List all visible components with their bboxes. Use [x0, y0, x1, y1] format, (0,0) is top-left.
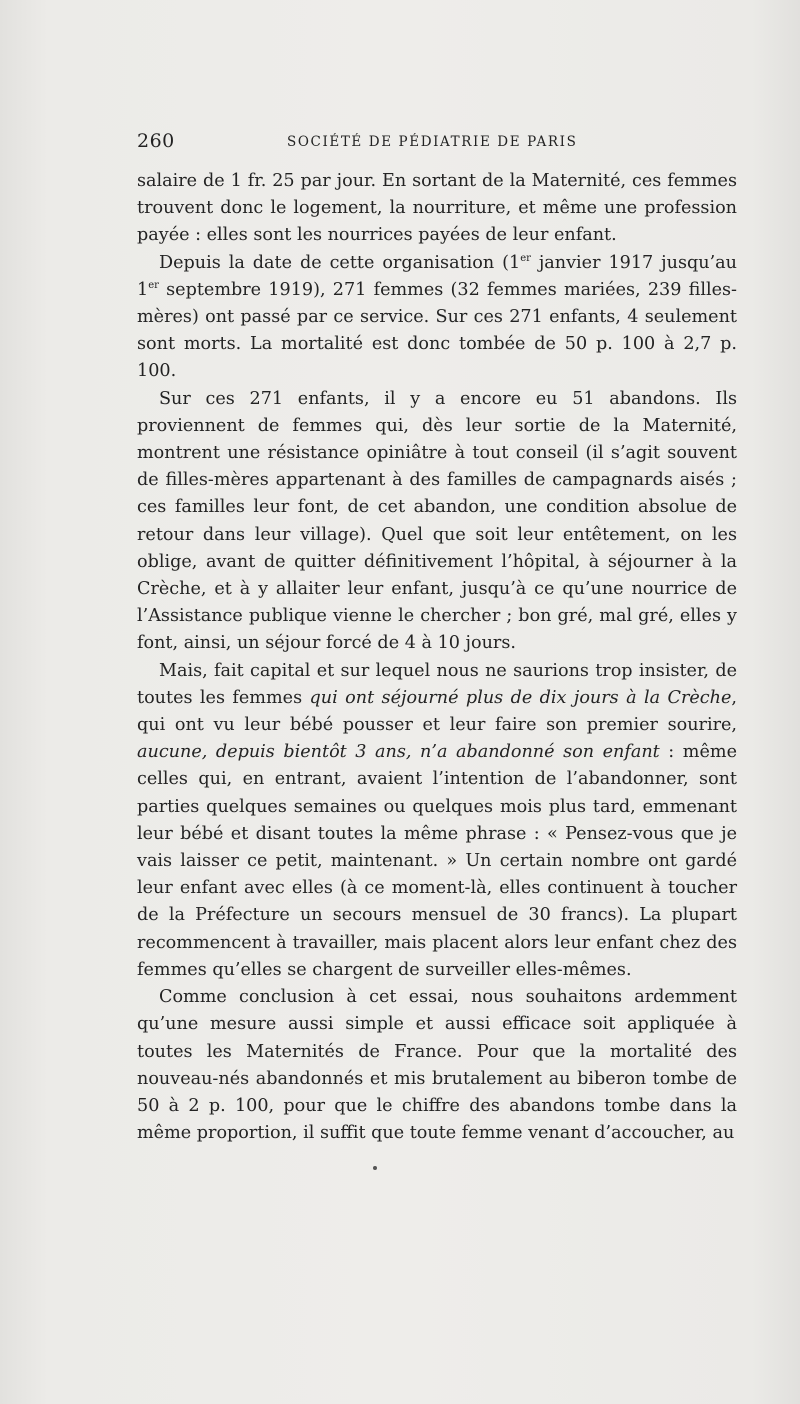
italic-text: aucune, depuis bientôt 3 ans, n’a abandonné son enfant [137, 742, 660, 763]
text-segment: salaire de 1 fr. 25 par jour. En sortant de la Maternité, ces femmes trouvent donc le logement, la nourriture, et même une profession payée : elles sont les nourrices payées de leur enfant. [137, 171, 737, 246]
page-number: 260 [137, 130, 175, 152]
text-segment: , qui ont vu leur bébé pousser et leur faire son premier sourire, [137, 687, 737, 736]
text-segment: Mais, fait capital et sur lequel nous ne saurions trop insister, de toutes les femmes [137, 660, 737, 708]
superscript: er [520, 252, 531, 264]
text-segment: janvier 1917 jusqu’au 1 [137, 252, 737, 300]
paragraph [137, 168, 737, 250]
paragraph [137, 386, 737, 658]
body-text [137, 168, 737, 1147]
text-segment: Comme conclusion à cet essai, nous souhaitons ardemment qu’une mesure aussi simple et aussi efficace soit appliquée à toutes les Maternités de France. Pour que la mortalité des nouveau-nés abandonnés et mis brutalement au biberon tombe de 50 à 2 p. 100, pour que le chiffre des abandons tombe dans la même proportion, il suffit que toute femme venant d’accoucher, au [137, 987, 737, 1144]
superscript: er [148, 279, 159, 291]
paragraph [137, 658, 737, 984]
running-title: SOCIÉTÉ DE PÉDIATRIE DE PARIS [287, 134, 578, 150]
text-segment: septembre 1919), 271 femmes (32 femmes mariées, 239 filles-mères) ont passé par ce service. Sur ces 271 enfants, 4 seulement sont morts. La mortalité est donc tombée de 50 p. 100 à 2,7 p. 100. [137, 279, 737, 382]
page-header [137, 130, 737, 158]
paragraph [137, 984, 737, 1147]
text-segment: Sur ces 271 enfants, il y a encore eu 51 abandons. Ils proviennent de femmes qui, dès leur sortie de la Maternité, montrent une résistance opiniâtre à tout conseil (il s’agit souvent de filles-mères appartenant à des familles de campagnards aisés ; ces familles leur font, de cet abandon, une condition absolue de retour dans leur village). Quel que soit leur entêtement, on les oblige, avant de quitter définitivement l’hôpital, à séjourner à la Crèche, et à y allaiter leur enfant, jusqu’à ce qu’une nourrice de l’Assistance publique vienne le chercher ; bon gré, mal gré, elles y font, ainsi, un séjour forcé de 4 à 10 jours. [137, 388, 737, 654]
italic-text: qui ont séjourné plus de dix jours à la Crèche [309, 687, 732, 708]
text-segment: : même celles qui, en entrant, avaient l’intention de l’abandonner, sont parties quelques semaines ou quelques mois plus tard, emmenant leur bébé et disant toutes la même phrase : « Pensez-vous que je vais laisser ce petit, maintenant. » Un certain nombre ont gardé leur enfant avec elles (à ce moment-là, elles continuent à toucher de la Préfecture un secours mensuel de 30 francs). La plupart recommencent à travailler, mais placent alors leur enfant chez des femmes qu’elles se chargent de surveiller elles-mêmes. [137, 742, 737, 980]
text-segment: Depuis la date de cette organisation (1 [159, 252, 521, 273]
ink-speck [373, 1166, 377, 1170]
paragraph [137, 250, 737, 386]
